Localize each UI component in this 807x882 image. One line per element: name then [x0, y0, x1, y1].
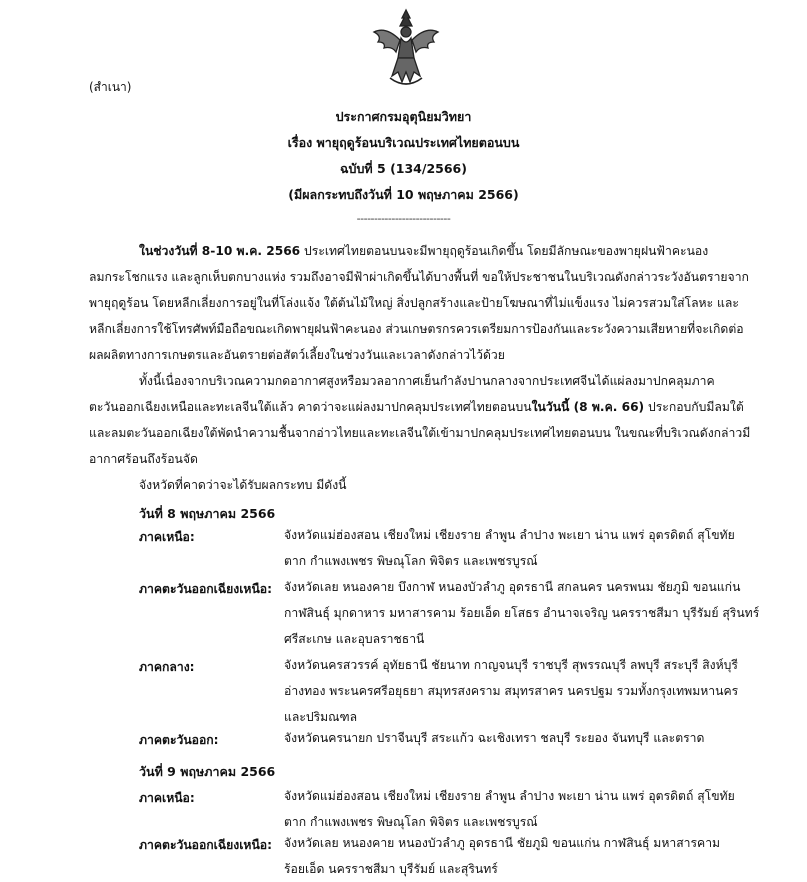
header-divider: --------------------------- — [356, 212, 451, 225]
paragraph-warning — [89, 238, 749, 368]
today-date-emphasis: ในวันนี้ (8 พ.ค. 66) — [531, 400, 645, 414]
day-1-provinces-northeast: จังหวัดเลย หนองคาย บึงกาฬ หนองบัวลำภู อุดรธานี สกลนคร นครพนม ชัยภูมิ ขอนแก่น กาฬสินธุ์ มุกดาหาร มหาสารคาม ร้อยเอ็ด ยโสธร อำนาจเจริญ นครราชสีมา บุรีรัมย์ สุรินทร์ ศรีสะเกษ และอุบลราชธานี — [284, 580, 760, 646]
copy-mark: (สำเนา) — [89, 80, 132, 94]
day-1-provinces-north: จังหวัดแม่ฮ่องสอน เชียงใหม่ เชียงราย ลำพูน ลำปาง พะเยา น่าน แพร่ อุตรดิตถ์ สุโขทัย ตาก กำแพงเพชร พิษณุโลก พิจิตร และเพชรบูรณ์ — [284, 528, 735, 568]
day-2-provinces-northeast: จังหวัดเลย หนองคาย หนองบัวลำภู อุดรธานี ชัยภูมิ ขอนแก่น กาฬสินธุ์ มหาสารคาม ร้อยเอ็ด นครราชสีมา บุรีรัมย์ และสุรินทร์ — [284, 836, 721, 876]
paragraph-cause — [89, 368, 751, 472]
day-2-region-northeast: ภาคตะวันออกเฉียงเหนือ: — [139, 838, 272, 852]
affected-intro: จังหวัดที่คาดว่าจะได้รับผลกระทบ มีดังนี้ — [139, 478, 347, 492]
day-2-provinces-north: จังหวัดแม่ฮ่องสอน เชียงใหม่ เชียงราย ลำพูน ลำปาง พะเยา น่าน แพร่ อุตรดิตถ์ สุโขทัย ตาก กำแพงเพชร พิษณุโลก พิจิตร และเพชรบูรณ์ — [284, 789, 735, 829]
paragraph-warning-line-4: หลีกเลี่ยงการใช้โทรศัพท์มือถือขณะเกิดพายุฝนฟ้าคะนอง ส่วนเกษตรกรควรเตรียมการป้องกันและระวังความเสียหายที่จะเกิดต่อ — [89, 322, 744, 336]
paragraph-warning-line-1: ในช่วงวันที่ 8-10 พ.ค. 2566 ประเทศไทยตอนบนจะมีพายุฤดูร้อนเกิดขึ้น โดยมีลักษณะของพายุฝนฟ้าคะนอง — [139, 244, 709, 258]
paragraph-warning-line-5: ผลผลิตทางการเกษตรและอันตรายต่อสัตว์เลี้ยงในช่วงวันและเวลาดังกล่าวไว้ด้วย — [89, 348, 505, 362]
day-2-heading: วันที่ 9 พฤษภาคม 2566 — [139, 764, 276, 779]
announcement-title: ประกาศกรมอุตุนิยมวิทยา — [335, 109, 472, 124]
paragraph-cause-line-3: และลมตะวันออกเฉียงใต้พัดนำความชื้นจากอ่าวไทยและทะเลจีนใต้เข้ามาปกคลุมประเทศไทยตอนบน ในขณะที่บริเวณดังกล่าวมี — [89, 426, 751, 440]
paragraph-cause-line-4: อากาศร้อนถึงร้อนจัด — [89, 452, 198, 466]
day-1-provinces-east: จังหวัดนครนายก ปราจีนบุรี สระแก้ว ฉะเชิงเทรา ชลบุรี ระยอง จันทบุรี และตราด — [284, 731, 705, 745]
announcement-subject: เรื่อง พายุฤดูร้อนบริเวณประเทศไทยตอนบน — [287, 135, 520, 150]
day-1-region-central: ภาคกลาง: — [139, 660, 195, 674]
warning-period: ในช่วงวันที่ 8-10 พ.ค. 2566 — [139, 244, 301, 258]
day-1-provinces-central: จังหวัดนครสวรรค์ อุทัยธานี ชัยนาท กาญจนบุรี ราชบุรี สุพรรณบุรี ลพบุรี สระบุรี สิงห์บุรี อ่างทอง พระนครศรีอยุธยา สมุทรสงคราม สมุทรสาคร นครปฐม รวมทั้งกรุงเทพมหานคร และปริมณฑล — [284, 658, 739, 724]
paragraph-cause-line-1: ทั้งนี้เนื่องจากบริเวณความกดอากาศสูงหรือมวลอากาศเย็นกำลังปานกลางจากประเทศจีนได้แผ่ลงมาปกคลุมภาค — [139, 374, 715, 388]
garuda-emblem-icon — [368, 6, 444, 88]
announcement-effective-date: (มีผลกระทบถึงวันที่ 10 พฤษภาคม 2566) — [288, 187, 519, 202]
day-1-region-east: ภาคตะวันออก: — [139, 733, 219, 747]
paragraph-cause-line-2: ตะวันออกเฉียงเหนือและทะเลจีนใต้แล้ว คาดว่าจะแผ่ลงมาปกคลุมประเทศไทยตอนบนในวันนี้ (8 พ.ค. 66) ประกอบกับมีลมใต้ — [89, 400, 744, 414]
day-1-heading: วันที่ 8 พฤษภาคม 2566 — [139, 506, 276, 521]
paragraph-warning-line-2: ลมกระโชกแรง และลูกเห็บตกบางแห่ง รวมถึงอาจมีฟ้าผ่าเกิดขึ้นได้บางพื้นที่ ขอให้ประชาชนในบริเวณดังกล่าวระวังอันตรายจาก — [89, 270, 749, 284]
day-1-region-north: ภาคเหนือ: — [139, 530, 195, 544]
announcement-issue: ฉบับที่ 5 (134/2566) — [340, 161, 467, 176]
day-1-region-northeast: ภาคตะวันออกเฉียงเหนือ: — [139, 582, 272, 596]
paragraph-warning-line-3: พายุฤดูร้อน โดยหลีกเลี่ยงการอยู่ในที่โล่งแจ้ง ใต้ต้นไม้ใหญ่ สิ่งปลูกสร้างและป้ายโฆษณาที่ไม่แข็งแรง ไม่ควรสวมใส่โลหะ และ — [89, 296, 739, 310]
day-2-region-north: ภาคเหนือ: — [139, 791, 195, 805]
